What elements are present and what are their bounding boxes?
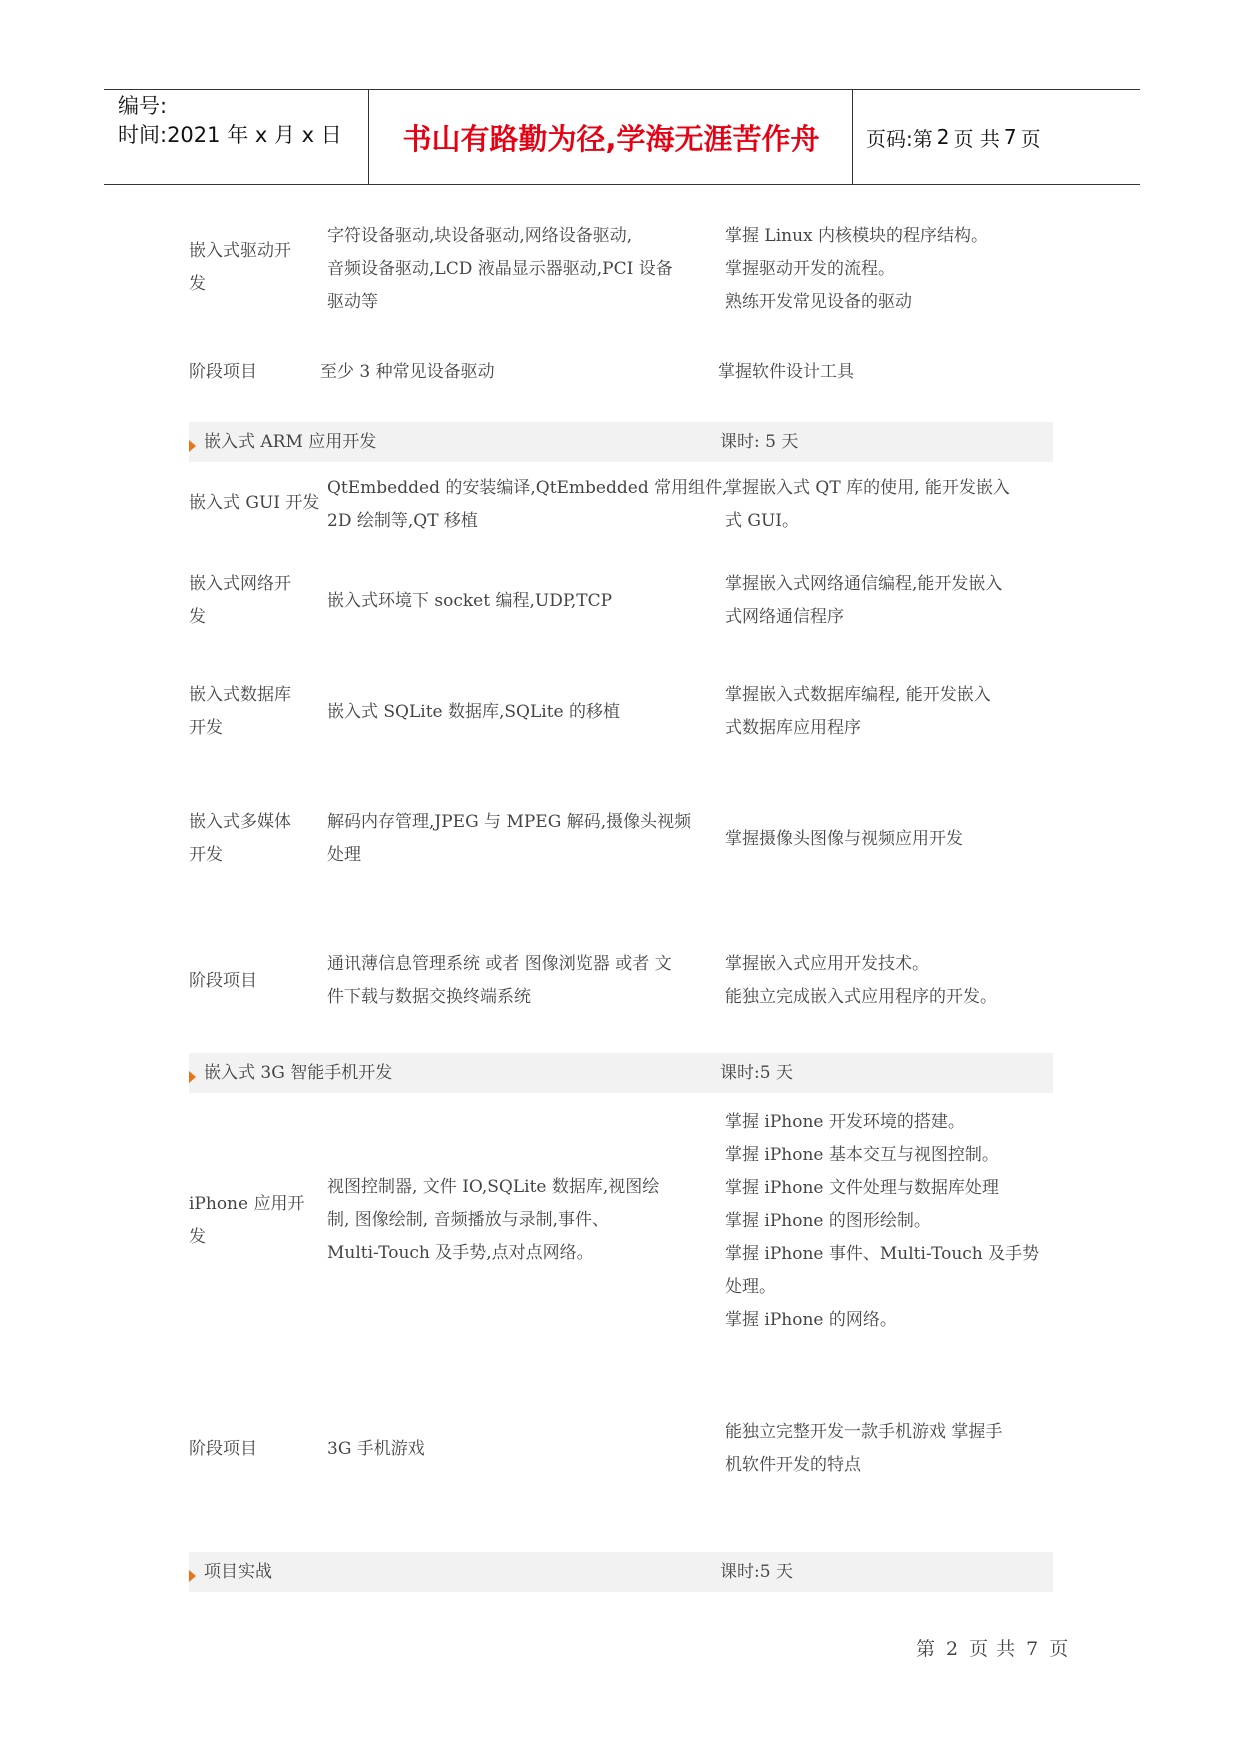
page-footer bbox=[916, 1634, 1079, 1661]
row-content bbox=[327, 1433, 425, 1466]
text-line: 式数据库应用程序 bbox=[725, 718, 861, 738]
text-line: 2D 绘制等,QT 移植 bbox=[327, 511, 478, 531]
text-line: 掌握嵌入式 QT 库的使用, 能开发嵌入 bbox=[725, 478, 1010, 498]
text-line: 机软件开发的特点 bbox=[725, 1455, 861, 1475]
row-goal bbox=[725, 568, 1002, 634]
row-name bbox=[189, 356, 257, 389]
section-title: 项目实战 bbox=[204, 1562, 272, 1582]
text-line: 字符设备驱动,块设备驱动,网络设备驱动, bbox=[327, 226, 633, 246]
text-line: 掌握软件设计工具 bbox=[718, 362, 854, 382]
header-motto: 书山有路勤为径,学海无涯苦作舟 bbox=[402, 121, 820, 156]
text-line: 驱动等 bbox=[327, 292, 378, 312]
text-line: Multi-Touch 及手势,点对点网络。 bbox=[327, 1243, 594, 1263]
text-line: 掌握 iPhone 基本交互与视图控制。 bbox=[725, 1145, 999, 1165]
footer-page-total: 7 bbox=[1026, 1638, 1040, 1660]
row-content bbox=[327, 472, 728, 538]
row-content bbox=[327, 1171, 659, 1270]
text-line: 解码内存管理,JPEG 与 MPEG 解码,摄像头视频 bbox=[327, 812, 692, 832]
text-line: 音频设备驱动,LCD 液晶显示器驱动,PCI 设备 bbox=[327, 259, 673, 279]
row-name bbox=[189, 235, 291, 301]
row-content bbox=[327, 696, 620, 729]
page-number: 2 bbox=[936, 125, 950, 149]
text-line: 发 bbox=[189, 607, 206, 627]
text-line: 式 GUI。 bbox=[725, 511, 800, 531]
bullet-arrow-icon bbox=[189, 1570, 196, 1582]
text-line: 掌握 iPhone 事件、Multi-Touch 及手势 bbox=[725, 1244, 1040, 1264]
text-line: 阶段项目 bbox=[189, 1439, 257, 1459]
text-line: iPhone 应用开 bbox=[189, 1194, 305, 1214]
page-label: 页码:第 bbox=[866, 126, 933, 151]
row-name bbox=[189, 965, 257, 998]
row-goal bbox=[725, 948, 997, 1014]
row-goal bbox=[725, 1106, 1039, 1337]
row-goal bbox=[725, 220, 988, 319]
time-label: 时间:2021 年 x 月 x 日 bbox=[118, 123, 342, 147]
footer-pre: 第 bbox=[916, 1638, 937, 1660]
text-line: 能独立完成嵌入式应用程序的开发。 bbox=[725, 987, 997, 1007]
row-name bbox=[189, 679, 291, 745]
row-name bbox=[189, 1188, 304, 1254]
text-line: 阶段项目 bbox=[189, 362, 257, 382]
text-line: 发 bbox=[189, 274, 206, 294]
page-header bbox=[104, 89, 1140, 185]
section-hours: 课时:5 天 bbox=[720, 1063, 793, 1083]
header-divider bbox=[368, 90, 369, 184]
text-line: 嵌入式驱动开 bbox=[189, 241, 291, 261]
row-goal bbox=[718, 356, 854, 389]
text-line: 通讯薄信息管理系统 或者 图像浏览器 或者 文 bbox=[327, 954, 672, 974]
text-line: 嵌入式数据库 bbox=[189, 685, 291, 705]
bullet-arrow-icon bbox=[189, 440, 196, 452]
footer-mid: 页 共 bbox=[969, 1638, 1017, 1660]
text-line: 掌握 Linux 内核模块的程序结构。 bbox=[725, 226, 989, 246]
row-content bbox=[327, 585, 612, 618]
section-hours: 课时:5 天 bbox=[720, 1562, 793, 1582]
section-bar-arm bbox=[189, 422, 1053, 462]
text-line: 发 bbox=[189, 1227, 206, 1247]
row-content bbox=[320, 356, 495, 389]
text-line: 掌握驱动开发的流程。 bbox=[725, 259, 895, 279]
text-line: 掌握嵌入式应用开发技术。 bbox=[725, 954, 929, 974]
row-content bbox=[327, 948, 672, 1014]
text-line: 至少 3 种常见设备驱动 bbox=[320, 362, 495, 382]
text-line: 嵌入式网络开 bbox=[189, 574, 291, 594]
text-line: 处理。 bbox=[725, 1277, 776, 1297]
row-goal bbox=[725, 823, 963, 856]
text-line: 掌握摄像头图像与视频应用开发 bbox=[725, 829, 963, 849]
text-line: 掌握嵌入式网络通信编程,能开发嵌入 bbox=[725, 574, 1003, 594]
row-name bbox=[189, 487, 319, 520]
header-meta bbox=[118, 92, 368, 150]
text-line: 制, 图像绘制, 音频播放与录制,事件、 bbox=[327, 1210, 610, 1230]
row-content bbox=[327, 806, 691, 872]
text-line: 式网络通信程序 bbox=[725, 607, 844, 627]
row-goal bbox=[725, 679, 991, 745]
text-line: 能独立完整开发一款手机游戏 掌握手 bbox=[725, 1422, 1003, 1442]
header-divider bbox=[852, 90, 853, 184]
text-line: 嵌入式 SQLite 数据库,SQLite 的移植 bbox=[327, 702, 621, 722]
text-line: 开发 bbox=[189, 718, 223, 738]
row-goal bbox=[725, 1416, 1002, 1482]
page-total: 7 bbox=[1003, 125, 1017, 149]
row-name bbox=[189, 1433, 257, 1466]
section-bar-project bbox=[189, 1552, 1053, 1592]
text-line: 掌握 iPhone 的图形绘制。 bbox=[725, 1211, 931, 1231]
section-bar-3g bbox=[189, 1053, 1053, 1093]
header-page-info bbox=[866, 90, 1045, 184]
footer-page-number: 2 bbox=[946, 1638, 960, 1660]
text-line: 掌握嵌入式数据库编程, 能开发嵌入 bbox=[725, 685, 991, 705]
text-line: 件下载与数据交换终端系统 bbox=[327, 987, 531, 1007]
text-line: 阶段项目 bbox=[189, 971, 257, 991]
footer-end: 页 bbox=[1049, 1638, 1070, 1660]
text-line: 嵌入式多媒体 bbox=[189, 812, 291, 832]
text-line: 开发 bbox=[189, 845, 223, 865]
page-end: 页 bbox=[1020, 126, 1041, 151]
text-line: 嵌入式环境下 socket 编程,UDP,TCP bbox=[327, 591, 613, 611]
text-line: 嵌入式 GUI 开发 bbox=[189, 493, 320, 513]
page-mid: 页 共 bbox=[953, 126, 1000, 151]
section-title: 嵌入式 ARM 应用开发 bbox=[204, 432, 377, 452]
row-name bbox=[189, 806, 291, 872]
text-line: 视图控制器, 文件 IO,SQLite 数据库,视图绘 bbox=[327, 1177, 660, 1197]
number-label: 编号: bbox=[118, 94, 168, 118]
text-line: 3G 手机游戏 bbox=[327, 1439, 425, 1459]
row-content bbox=[327, 220, 673, 319]
text-line: 熟练开发常见设备的驱动 bbox=[725, 292, 912, 312]
text-line: QtEmbedded 的安装编译,QtEmbedded 常用组件, bbox=[327, 478, 728, 498]
text-line: 掌握 iPhone 文件处理与数据库处理 bbox=[725, 1178, 999, 1198]
bullet-arrow-icon bbox=[189, 1071, 196, 1083]
section-hours: 课时: 5 天 bbox=[720, 432, 799, 452]
row-goal bbox=[725, 472, 1010, 538]
row-name bbox=[189, 568, 291, 634]
text-line: 掌握 iPhone 开发环境的搭建。 bbox=[725, 1112, 965, 1132]
text-line: 处理 bbox=[327, 845, 361, 865]
section-title: 嵌入式 3G 智能手机开发 bbox=[204, 1063, 393, 1083]
text-line: 掌握 iPhone 的网络。 bbox=[725, 1310, 897, 1330]
